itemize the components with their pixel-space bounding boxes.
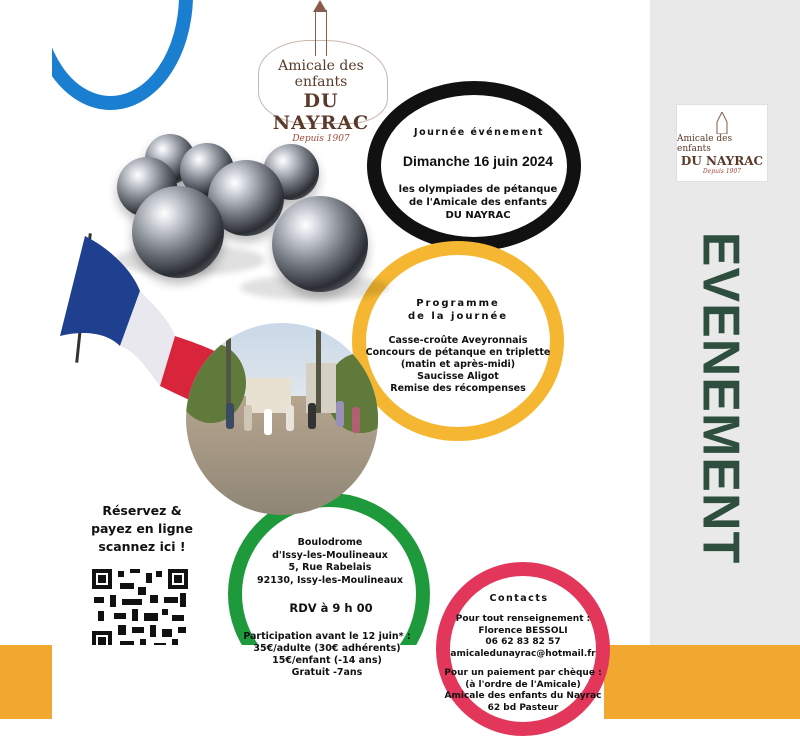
- contact-line: 62 bd Pasteur: [487, 702, 559, 713]
- photo-pergola: [316, 328, 321, 413]
- blue-ring-mask: [0, 0, 52, 140]
- programme-title-line: Programme: [416, 298, 500, 309]
- photo-person: [352, 407, 360, 433]
- photo-building: [246, 378, 291, 413]
- qr-module: [162, 609, 168, 615]
- price-line: 15€/enfant (-14 ans): [272, 655, 382, 666]
- contact-spacer: [436, 660, 610, 668]
- qr-module: [114, 613, 126, 619]
- side-logo-line2: DU NAYRAC: [680, 153, 764, 168]
- qr-module: [118, 571, 124, 577]
- qr-module: [162, 629, 172, 637]
- qr-module: [144, 613, 158, 621]
- qr-module: [138, 587, 146, 595]
- church-tower-icon: [315, 10, 327, 56]
- photo-person: [308, 403, 316, 429]
- reservation-line: scannez ici !: [98, 539, 186, 554]
- contact-line: Pour un paiement par chèque :: [444, 668, 602, 678]
- petanque-ball: [272, 196, 368, 292]
- programme-item: (matin et après-midi): [400, 359, 516, 370]
- side-title-wrap: [690, 225, 750, 570]
- contact-line: Pour tout renseignement :: [455, 614, 591, 624]
- side-title: EVENEMENT: [691, 231, 750, 564]
- qr-module: [150, 595, 158, 603]
- event-description-line: les olympiades de pétanque: [398, 184, 558, 195]
- programme-item: Remise des récompenses: [390, 383, 526, 394]
- qr-module: [164, 597, 178, 603]
- boulodrome-photo: [186, 323, 378, 515]
- programme-title-line: de la journée: [407, 311, 509, 322]
- price-line: 35€/adulte (30€ adhérents): [253, 643, 401, 654]
- venue-line: 92130, Issy-les-Moulineaux: [256, 574, 403, 586]
- logo-line3: Depuis 1907: [292, 134, 350, 144]
- photo-tree: [186, 343, 246, 423]
- qr-module: [94, 597, 104, 603]
- event-description-line: de l'Amicale des enfants: [408, 197, 548, 208]
- reservation-line: Réservez &: [102, 503, 182, 518]
- photo-person: [244, 405, 252, 431]
- contact-email[interactable]: amicaledunayrac@hotmail.fr: [450, 648, 596, 659]
- photo-person: [336, 401, 344, 427]
- rdv-time: RDV à 9 h 00: [289, 601, 373, 615]
- side-logo: [676, 104, 768, 182]
- programme-list: [364, 335, 552, 395]
- qr-module: [146, 573, 152, 583]
- event-description: [385, 183, 571, 222]
- programme-title: [380, 297, 536, 323]
- venue-line: d'Issy-les-Moulineaux: [272, 549, 388, 561]
- programme-item: Concours de pétanque en triplette: [365, 347, 551, 358]
- contacts-title: Contacts: [489, 593, 549, 604]
- venue-line: Boulodrome: [297, 537, 363, 548]
- side-logo-line1: Amicale des enfants: [677, 133, 733, 154]
- qr-finder-core: [98, 637, 106, 645]
- contact-line: Amicale des enfants du Nayrac: [444, 691, 602, 701]
- qr-finder-core: [98, 575, 106, 583]
- price-list: [232, 631, 422, 679]
- qr-module: [150, 625, 156, 637]
- photo-person: [264, 409, 272, 435]
- reservation-text: [82, 502, 202, 556]
- main-logo: [252, 10, 390, 144]
- qr-module: [118, 625, 126, 635]
- qr-module: [156, 571, 162, 577]
- contact-line: Florence BESSOLI: [478, 625, 568, 636]
- contact-phone[interactable]: 06 62 83 82 57: [485, 637, 561, 647]
- qr-module: [122, 599, 142, 605]
- venue-line: 5, Rue Rabelais: [288, 562, 372, 573]
- qr-finder-core: [174, 575, 182, 583]
- qr-module: [120, 583, 134, 589]
- price-line: Gratuit -7ans: [291, 667, 363, 678]
- qr-module: [180, 593, 186, 607]
- qr-module: [172, 615, 184, 621]
- logo-line1: Amicale des enfants: [278, 58, 364, 90]
- photo-person: [226, 403, 234, 429]
- contact-line: (à l'ordre de l'Amicale): [465, 679, 581, 690]
- church-tower-icon: [715, 112, 729, 134]
- price-line: Participation avant le 12 juin* :: [243, 631, 411, 642]
- venue-address: [240, 537, 420, 587]
- qr-module: [132, 609, 138, 621]
- qr-module: [98, 611, 104, 621]
- programme-item: Casse-croûte Aveyronnais: [388, 335, 528, 346]
- logo-line2: DU NAYRAC: [272, 90, 370, 134]
- programme-item: Saucisse Aligot: [417, 371, 499, 382]
- qr-module: [178, 627, 186, 633]
- contacts-list: [436, 614, 610, 714]
- qr-module: [132, 627, 144, 633]
- qr-code[interactable]: [92, 569, 188, 651]
- side-logo-line3: Depuis 1907: [702, 167, 742, 175]
- event-date: Dimanche 16 juin 2024: [402, 153, 554, 169]
- qr-module: [130, 569, 140, 573]
- photo-person: [286, 405, 294, 431]
- photo-pergola: [226, 323, 231, 413]
- event-description-line: DU NAYRAC: [445, 210, 511, 221]
- reservation-line: payez en ligne: [91, 521, 193, 536]
- event-label: Journée événement: [414, 127, 544, 138]
- qr-module: [110, 595, 116, 607]
